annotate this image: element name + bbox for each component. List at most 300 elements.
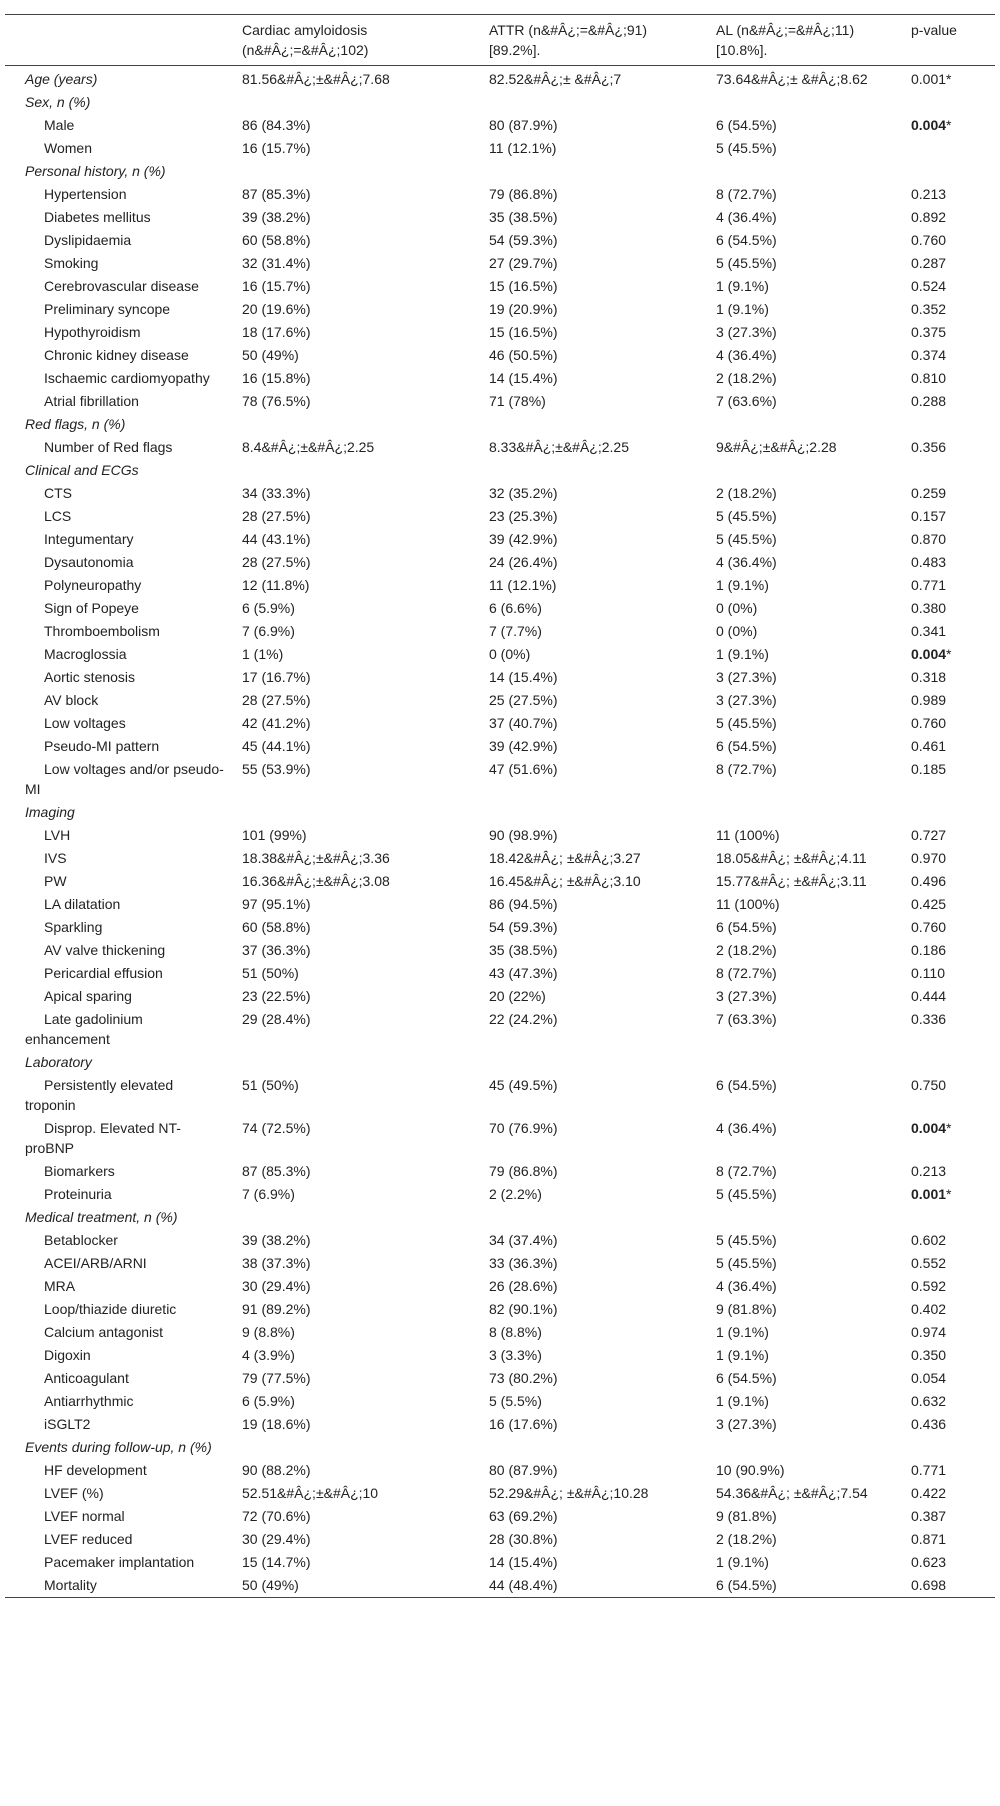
al-cell: 73.64&#Â¿;± &#Â¿;8.62 [716, 71, 868, 87]
cardiac-amyloidosis-cell: 37 (36.3%) [242, 942, 311, 958]
row-label-text: Anticoagulant [44, 1370, 129, 1386]
row-label [5, 252, 230, 275]
p-value-cell [899, 413, 995, 436]
cardiac-amyloidosis-cell: 28 (27.5%) [242, 692, 311, 708]
table-row [5, 344, 995, 367]
cardiac-amyloidosis-cell: 81.56&#Â¿;±&#Â¿;7.68 [242, 71, 390, 87]
p-value-cell [899, 824, 995, 847]
p-value-text: 0.287 [911, 255, 947, 271]
table-row [5, 574, 995, 597]
row-label-text: HF development [44, 1462, 147, 1478]
attr-cell: 35 (38.5%) [489, 209, 558, 225]
row-label [5, 1160, 230, 1183]
p-value-cell [899, 252, 995, 275]
cardiac-amyloidosis-cell [230, 1436, 477, 1459]
p-value-cell [899, 962, 995, 985]
table-row [5, 1229, 995, 1252]
row-label-text: LVEF normal [44, 1508, 125, 1524]
p-value-cell [899, 939, 995, 962]
p-value-cell [899, 66, 995, 92]
cardiac-amyloidosis-cell: 29 (28.4%) [242, 1011, 311, 1027]
table-row [5, 1551, 995, 1574]
row-label [5, 1275, 230, 1298]
row-label-text: IVS [44, 850, 67, 866]
cardiac-amyloidosis-cell [230, 1051, 477, 1074]
row-label-text: Persistently elevated troponin [25, 1077, 174, 1113]
row-label [5, 1482, 230, 1505]
row-label-text: Hypertension [44, 186, 127, 202]
al-cell: 0 (0%) [716, 623, 758, 639]
p-value-text: 0.259 [911, 485, 947, 501]
attr-cell: 14 (15.4%) [489, 1554, 558, 1570]
p-value-cell [899, 1321, 995, 1344]
table-body [5, 66, 995, 1598]
cardiac-amyloidosis-cell: 20 (19.6%) [242, 301, 311, 317]
p-value-cell [899, 160, 995, 183]
p-value-text: 0.318 [911, 669, 947, 685]
al-cell: 7 (63.6%) [716, 393, 777, 409]
attr-cell: 7 (7.7%) [489, 623, 542, 639]
row-label-text: Betablocker [44, 1232, 118, 1248]
section-row [5, 91, 995, 114]
p-value-text: 0.632 [911, 1393, 947, 1409]
al-cell: 1 (9.1%) [716, 1324, 769, 1340]
table-row [5, 1528, 995, 1551]
table-row [5, 114, 995, 137]
row-label-text: Disprop. Elevated NT-proBNP [25, 1120, 181, 1156]
row-label-text: Mortality [44, 1577, 97, 1593]
p-value-text: 0.760 [911, 715, 947, 731]
table-row [5, 298, 995, 321]
cardiac-amyloidosis-cell: 34 (33.3%) [242, 485, 311, 501]
al-cell [704, 801, 899, 824]
al-cell: 5 (45.5%) [716, 255, 777, 271]
table-row [5, 367, 995, 390]
al-cell: 5 (45.5%) [716, 140, 777, 156]
p-value-cell [899, 459, 995, 482]
p-value-cell [899, 1367, 995, 1390]
significance-marker: * [946, 1186, 952, 1202]
section-label [5, 1436, 230, 1459]
table-row [5, 482, 995, 505]
table-row [5, 689, 995, 712]
p-value-cell [899, 1160, 995, 1183]
p-value-text: 0.185 [911, 761, 947, 777]
p-value-cell [899, 1390, 995, 1413]
p-value-text: 0.375 [911, 324, 947, 340]
row-label-text: Macroglossia [44, 646, 127, 662]
attr-cell: 39 (42.9%) [489, 531, 558, 547]
attr-cell [477, 801, 704, 824]
cardiac-amyloidosis-cell: 17 (16.7%) [242, 669, 311, 685]
row-label [5, 344, 230, 367]
al-cell: 4 (36.4%) [716, 1278, 777, 1294]
row-label-text: Dyslipidaemia [44, 232, 132, 248]
attr-cell: 24 (26.4%) [489, 554, 558, 570]
p-value-cell [899, 1275, 995, 1298]
table-row [5, 1367, 995, 1390]
attr-cell: 54 (59.3%) [489, 919, 558, 935]
al-cell: 11 (100%) [716, 896, 780, 912]
attr-cell: 20 (22%) [489, 988, 546, 1004]
attr-cell: 22 (24.2%) [489, 1011, 558, 1027]
table-row [5, 1413, 995, 1436]
row-label-text: Thromboembolism [44, 623, 160, 639]
attr-cell: 47 (51.6%) [489, 761, 558, 777]
table-row [5, 390, 995, 413]
table-row [5, 666, 995, 689]
section-label [5, 160, 230, 183]
cardiac-amyloidosis-cell: 44 (43.1%) [242, 531, 311, 547]
table-row [5, 643, 995, 666]
row-label [5, 1117, 230, 1160]
p-value-text: 0.004 [911, 117, 947, 133]
row-label-text: Medical treatment, n (%) [25, 1209, 178, 1225]
row-label [5, 1551, 230, 1574]
cardiac-amyloidosis-cell: 91 (89.2%) [242, 1301, 311, 1317]
p-value-text: 0.496 [911, 873, 947, 889]
p-value-text: 0.374 [911, 347, 947, 363]
table-row [5, 1459, 995, 1482]
row-label-text: Loop/thiazide diuretic [44, 1301, 177, 1317]
cardiac-amyloidosis-cell [230, 459, 477, 482]
table-row [5, 505, 995, 528]
row-label [5, 1367, 230, 1390]
p-value-cell [899, 1413, 995, 1436]
cardiac-amyloidosis-cell: 8.4&#Â¿;±&#Â¿;2.25 [242, 439, 375, 455]
al-cell [704, 1436, 899, 1459]
p-value-text: 0.461 [911, 738, 947, 754]
p-value-text: 0.771 [911, 577, 947, 593]
cardiac-amyloidosis-cell: 74 (72.5%) [242, 1120, 311, 1136]
p-value-cell [899, 847, 995, 870]
header-p-value: p-value [911, 22, 957, 38]
cardiac-amyloidosis-cell: 39 (38.2%) [242, 1232, 311, 1248]
al-cell: 2 (18.2%) [716, 942, 777, 958]
cardiac-amyloidosis-cell: 101 (99%) [242, 827, 307, 843]
table-row [5, 252, 995, 275]
cardiac-amyloidosis-cell: 42 (41.2%) [242, 715, 311, 731]
table-row [5, 916, 995, 939]
table-row [5, 758, 995, 801]
header-attr: ATTR (n&#Â¿;=&#Â¿;91) [89.2%]. [489, 22, 648, 58]
p-value-cell [899, 482, 995, 505]
row-label [5, 1390, 230, 1413]
row-label-text: Events during follow-up, n (%) [25, 1439, 212, 1455]
attr-cell: 33 (36.3%) [489, 1255, 558, 1271]
cardiac-amyloidosis-cell: 18 (17.6%) [242, 324, 311, 340]
al-cell: 4 (36.4%) [716, 209, 777, 225]
p-value-cell [899, 321, 995, 344]
section-label [5, 413, 230, 436]
al-cell: 3 (27.3%) [716, 692, 777, 708]
al-cell [704, 91, 899, 114]
p-value-cell [899, 643, 995, 666]
table-row [5, 1505, 995, 1528]
p-value-cell [899, 206, 995, 229]
p-value-text: 0.810 [911, 370, 947, 386]
table-row [5, 1117, 995, 1160]
row-label [5, 1574, 230, 1598]
attr-cell: 32 (35.2%) [489, 485, 558, 501]
p-value-cell [899, 1482, 995, 1505]
row-label-text: Integumentary [44, 531, 134, 547]
cardiac-amyloidosis-cell: 7 (6.9%) [242, 623, 295, 639]
attr-cell: 0 (0%) [489, 646, 531, 662]
row-label [5, 620, 230, 643]
table-row [5, 1298, 995, 1321]
row-label [5, 390, 230, 413]
al-cell [704, 413, 899, 436]
row-label-text: Pericardial effusion [44, 965, 163, 981]
al-cell: 6 (54.5%) [716, 919, 777, 935]
p-value-cell [899, 91, 995, 114]
attr-cell: 39 (42.9%) [489, 738, 558, 754]
p-value-cell [899, 712, 995, 735]
header-cardiac-amyloidosis: Cardiac amyloidosis (n&#Â¿;=&#Â¿;102) [242, 22, 369, 58]
p-value-cell [899, 1505, 995, 1528]
p-value-cell [899, 666, 995, 689]
attr-cell: 82.52&#Â¿;± &#Â¿;7 [489, 71, 622, 87]
al-cell: 0 (0%) [716, 600, 758, 616]
al-cell: 5 (45.5%) [716, 1186, 777, 1202]
row-label-text: Digoxin [44, 1347, 91, 1363]
p-value-cell [899, 528, 995, 551]
al-cell: 8 (72.7%) [716, 186, 777, 202]
attr-cell [477, 1051, 704, 1074]
table-row [5, 1344, 995, 1367]
cardiac-amyloidosis-cell: 18.38&#Â¿;±&#Â¿;3.36 [242, 850, 390, 866]
al-cell: 1 (9.1%) [716, 1554, 769, 1570]
section-row [5, 1436, 995, 1459]
attr-cell [477, 160, 704, 183]
p-value-text: 0.352 [911, 301, 947, 317]
p-value-cell [899, 390, 995, 413]
p-value-text: 0.425 [911, 896, 947, 912]
row-label [5, 758, 230, 801]
p-value-cell [899, 275, 995, 298]
row-label [5, 1505, 230, 1528]
al-cell: 5 (45.5%) [716, 531, 777, 547]
row-label-text: Laboratory [25, 1054, 92, 1070]
row-label [5, 1298, 230, 1321]
p-value-text: 0.054 [911, 1370, 947, 1386]
p-value-text: 0.750 [911, 1077, 947, 1093]
row-label-text: Sparkling [44, 919, 103, 935]
al-cell [704, 459, 899, 482]
row-label-text: LVH [44, 827, 71, 843]
p-value-cell [899, 893, 995, 916]
section-row [5, 801, 995, 824]
table-row [5, 1275, 995, 1298]
cardiac-amyloidosis-cell: 16 (15.8%) [242, 370, 311, 386]
p-value-cell [899, 1528, 995, 1551]
p-value-cell [899, 1117, 995, 1160]
row-label-text: Biomarkers [44, 1163, 115, 1179]
row-label [5, 962, 230, 985]
table-row [5, 939, 995, 962]
row-label [5, 1183, 230, 1206]
p-value-cell [899, 367, 995, 390]
table-row [5, 985, 995, 1008]
attr-cell: 54 (59.3%) [489, 232, 558, 248]
p-value-text: 0.350 [911, 1347, 947, 1363]
p-value-text: 0.623 [911, 1554, 947, 1570]
row-label-text: Clinical and ECGs [25, 462, 139, 478]
row-label [5, 1321, 230, 1344]
al-cell: 8 (72.7%) [716, 1163, 777, 1179]
table-row [5, 847, 995, 870]
p-value-text: 0.402 [911, 1301, 947, 1317]
p-value-text: 0.727 [911, 827, 947, 843]
p-value-cell [899, 985, 995, 1008]
row-label [5, 1074, 230, 1117]
attr-cell: 45 (49.5%) [489, 1077, 558, 1093]
row-label-text: Red flags, n (%) [25, 416, 126, 432]
al-cell: 4 (36.4%) [716, 1120, 777, 1136]
table-row [5, 551, 995, 574]
al-cell: 6 (54.5%) [716, 117, 777, 133]
attr-cell: 11 (12.1%) [489, 577, 557, 593]
cardiac-amyloidosis-cell [230, 91, 477, 114]
al-cell [704, 1206, 899, 1229]
p-value-cell [899, 735, 995, 758]
p-value-text: 0.004 [911, 1120, 947, 1136]
significance-marker: * [946, 646, 952, 662]
row-label [5, 847, 230, 870]
p-value-text: 0.387 [911, 1508, 947, 1524]
p-value-text: 0.974 [911, 1324, 947, 1340]
row-label-text: Late gadolinium enhancement [25, 1011, 143, 1047]
al-cell: 5 (45.5%) [716, 1255, 777, 1271]
p-value-text: 0.970 [911, 850, 947, 866]
p-value-cell [899, 1051, 995, 1074]
al-cell: 8 (72.7%) [716, 965, 777, 981]
p-value-text: 0.483 [911, 554, 947, 570]
al-cell: 9&#Â¿;±&#Â¿;2.28 [716, 439, 837, 455]
attr-cell [477, 413, 704, 436]
row-label-text: Pseudo-MI pattern [44, 738, 160, 754]
p-value-cell [899, 597, 995, 620]
cardiac-amyloidosis-cell: 60 (58.8%) [242, 919, 311, 935]
attr-cell: 79 (86.8%) [489, 186, 558, 202]
row-label-text: AV valve thickening [44, 942, 166, 958]
al-cell: 4 (36.4%) [716, 554, 777, 570]
al-cell: 3 (27.3%) [716, 669, 777, 685]
attr-cell: 18.42&#Â¿; ±&#Â¿;3.27 [489, 850, 641, 866]
cardiac-amyloidosis-cell [230, 1206, 477, 1229]
row-label [5, 893, 230, 916]
p-value-cell [899, 551, 995, 574]
al-cell: 5 (45.5%) [716, 715, 777, 731]
row-label [5, 206, 230, 229]
table-row [5, 893, 995, 916]
p-value-text: 0.380 [911, 600, 947, 616]
table-row [5, 436, 995, 459]
table-row [5, 183, 995, 206]
p-value-text: 0.592 [911, 1278, 947, 1294]
cardiac-amyloidosis-cell: 16 (15.7%) [242, 278, 311, 294]
baseline-characteristics-table [5, 14, 995, 1598]
al-cell: 1 (9.1%) [716, 301, 769, 317]
row-label [5, 1229, 230, 1252]
p-value-cell [899, 436, 995, 459]
row-label [5, 482, 230, 505]
cardiac-amyloidosis-cell: 60 (58.8%) [242, 232, 311, 248]
section-label [5, 91, 230, 114]
p-value-cell [899, 801, 995, 824]
table-row [5, 620, 995, 643]
row-label-text: Male [44, 117, 75, 133]
p-value-text: 0.760 [911, 232, 947, 248]
p-value-text: 0.356 [911, 439, 947, 455]
row-label-text: Sign of Popeye [44, 600, 139, 616]
row-label [5, 505, 230, 528]
attr-cell: 14 (15.4%) [489, 669, 558, 685]
attr-cell: 5 (5.5%) [489, 1393, 542, 1409]
cardiac-amyloidosis-cell: 97 (95.1%) [242, 896, 311, 912]
al-cell: 3 (27.3%) [716, 324, 777, 340]
attr-cell: 80 (87.9%) [489, 1462, 558, 1478]
row-label [5, 1413, 230, 1436]
al-cell: 8 (72.7%) [716, 761, 777, 777]
row-label-text: ACEI/ARB/ARNI [44, 1255, 147, 1271]
row-label-text: Apical sparing [44, 988, 132, 1004]
attr-cell: 37 (40.7%) [489, 715, 558, 731]
cardiac-amyloidosis-cell: 9 (8.8%) [242, 1324, 295, 1340]
row-label-text: Atrial fibrillation [44, 393, 139, 409]
cardiac-amyloidosis-cell: 28 (27.5%) [242, 508, 311, 524]
row-label [5, 1459, 230, 1482]
row-label-text: LCS [44, 508, 72, 524]
row-label [5, 1528, 230, 1551]
attr-cell: 46 (50.5%) [489, 347, 558, 363]
p-value-text: 0.213 [911, 1163, 947, 1179]
attr-cell [477, 459, 704, 482]
cardiac-amyloidosis-cell: 16.36&#Â¿;±&#Â¿;3.08 [242, 873, 390, 889]
row-label [5, 985, 230, 1008]
attr-cell: 73 (80.2%) [489, 1370, 558, 1386]
table-row [5, 1160, 995, 1183]
row-label-text: Smoking [44, 255, 99, 271]
p-value-cell [899, 1252, 995, 1275]
attr-cell: 63 (69.2%) [489, 1508, 558, 1524]
significance-marker: * [946, 1120, 952, 1136]
section-label [5, 1051, 230, 1074]
table-row [5, 1252, 995, 1275]
attr-cell: 82 (90.1%) [489, 1301, 558, 1317]
row-label [5, 735, 230, 758]
al-cell: 5 (45.5%) [716, 508, 777, 524]
row-label-text: Age (years) [25, 71, 98, 87]
cardiac-amyloidosis-cell: 7 (6.9%) [242, 1186, 295, 1202]
p-value-text: 0.892 [911, 209, 947, 225]
cardiac-amyloidosis-cell: 28 (27.5%) [242, 554, 311, 570]
attr-cell: 80 (87.9%) [489, 117, 558, 133]
section-row [5, 160, 995, 183]
p-value-text: 0.336 [911, 1011, 947, 1027]
row-label-text: MRA [44, 1278, 76, 1294]
cardiac-amyloidosis-cell: 87 (85.3%) [242, 1163, 311, 1179]
table-header [5, 15, 995, 66]
al-cell [704, 1051, 899, 1074]
al-cell: 6 (54.5%) [716, 232, 777, 248]
cardiac-amyloidosis-cell: 51 (50%) [242, 1077, 299, 1093]
table-row [5, 229, 995, 252]
attr-cell: 79 (86.8%) [489, 1163, 558, 1179]
p-value-text: 0.524 [911, 278, 947, 294]
cardiac-amyloidosis-cell: 86 (84.3%) [242, 117, 311, 133]
